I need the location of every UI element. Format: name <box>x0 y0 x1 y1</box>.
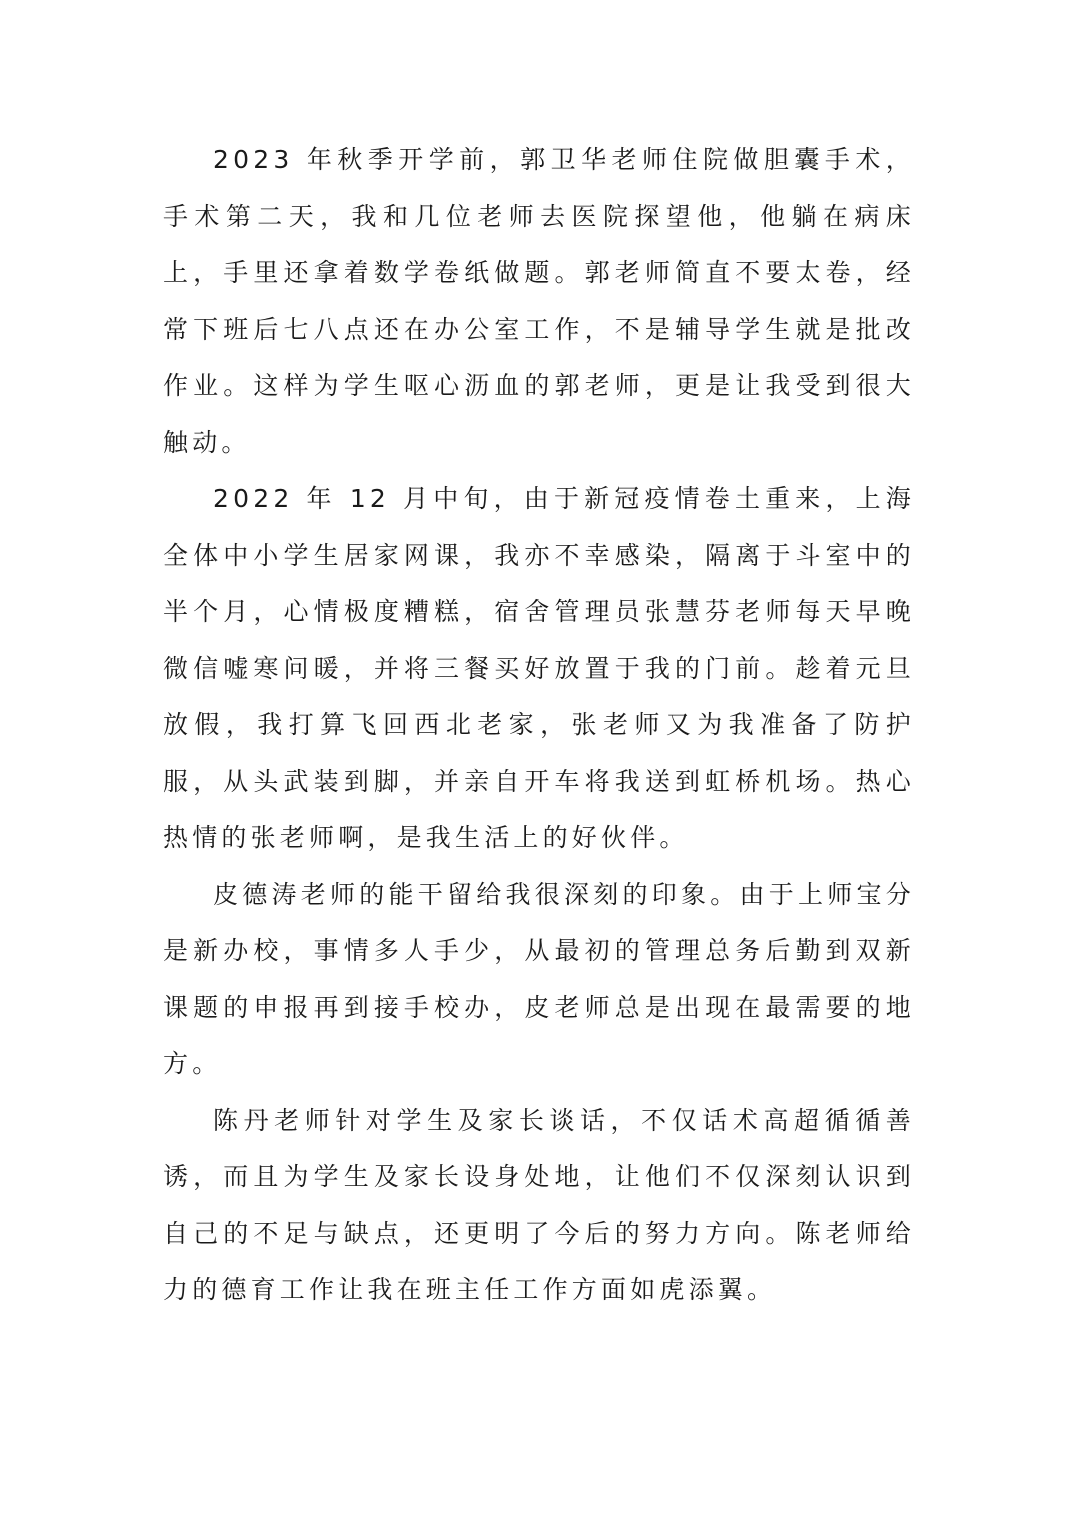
article-body <box>163 132 915 1319</box>
paragraph-guo: 2023 年秋季开学前，郭卫华老师住院做胆囊手术，手术第二天，我和几位老师去医院探望他，他躺在病床上，手里还拿着数学卷纸做题。郭老师简直不要太卷，经常下班后七八点还在办公室工作，不是辅导学生就是批改作业。这样为学生呕心沥血的郭老师，更是让我受到很大触动。 <box>163 145 915 457</box>
paragraph-pi: 皮德涛老师的能干留给我很深刻的印象。由于上师宝分是新办校，事情多人手少，从最初的管理总务后勤到双新课题的申报再到接手校办，皮老师总是出现在最需要的地方。 <box>163 879 915 1078</box>
paragraph-chen: 陈丹老师针对学生及家长谈话，不仅话术高超循循善诱，而且为学生及家长设身处地，让他们不仅深刻认识到自己的不足与缺点，还更明了今后的努力方向。陈老师给力的德育工作让我在班主任工作方面如虎添翼。 <box>163 1105 915 1304</box>
paragraph-zhang: 2022 年 12 月中旬，由于新冠疫情卷土重来，上海全体中小学生居家网课，我亦不幸感染，隔离于斗室中的半个月，心情极度糟糕，宿舍管理员张慧芬老师每天早晚微信嘘寒问暖，并将三餐买好放置于我的门前。趁着元旦放假，我打算飞回西北老家，张老师又为我准备了防护服，从头武装到脚，并亲自开车将我送到虹桥机场。热心热情的张老师啊，是我生活上的好伙伴。 <box>163 484 915 852</box>
